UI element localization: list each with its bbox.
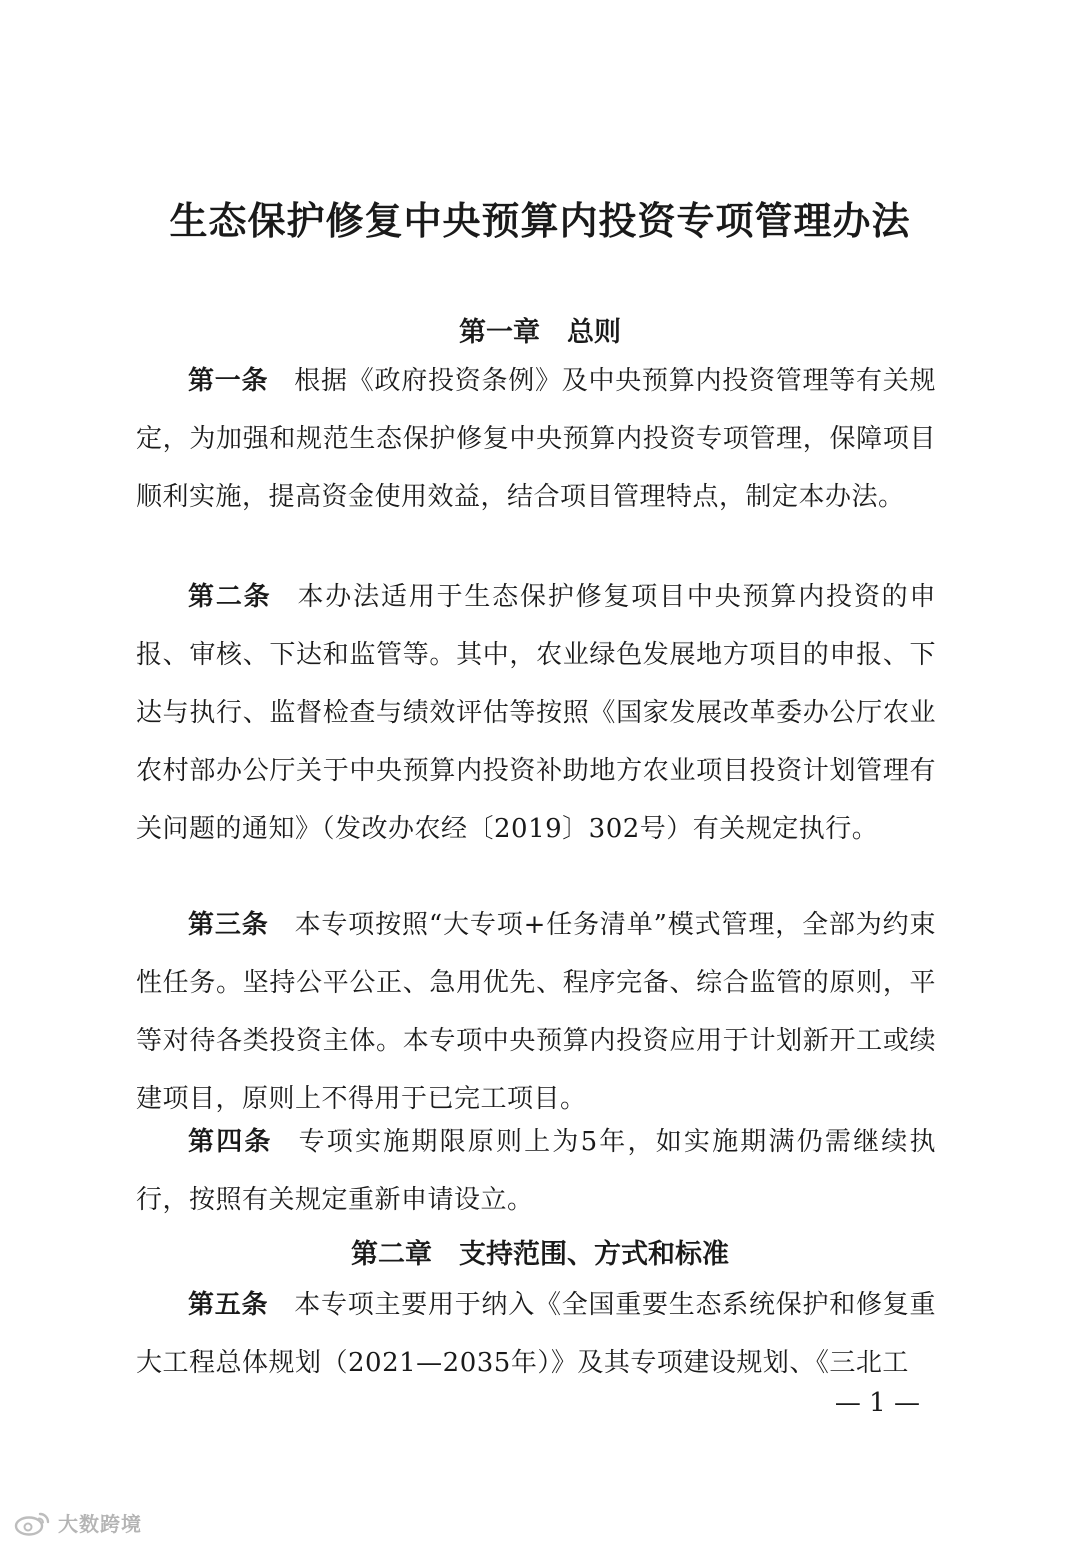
article-1-text: 根据《政府投资条例》及中央预算内投资管理等有关规定，为加强和规范生态保护修复中央预算内投资专项管理，保障项目顺利实施，提高资金使用效益，结合项目管理特点，制定本办法。: [136, 366, 936, 512]
article-2: [136, 568, 936, 858]
article-4: [136, 1113, 936, 1229]
watermark-text: 大数跨境: [58, 1512, 142, 1536]
article-5: [136, 1276, 936, 1392]
article-3-label: 第三条: [188, 910, 269, 940]
article-5-label: 第五条: [188, 1290, 269, 1320]
article-3: [136, 896, 936, 1128]
article-4-label: 第四条: [188, 1127, 273, 1157]
chapter-heading-1: 第一章 总则: [459, 317, 621, 348]
watermark: [14, 1508, 142, 1537]
article-2-text: 本办法适用于生态保护修复项目中央预算内投资的申报、审核、下达和监管等。其中，农业绿色发展地方项目的申报、下达与执行、监督检查与绩效评估等按照《国家发展改革委办公厅农业农村部办公厅关于中央预算内投资补助地方农业项目投资计划管理有关问题的通知》（发改办农经〔2019〕302号）有关规定执行。: [136, 582, 936, 844]
weibo-logo-icon: [14, 1510, 52, 1536]
article-4-text: 专项实施期限原则上为5年，如实施期满仍需继续执行，按照有关规定重新申请设立。: [136, 1127, 936, 1215]
document-title: 生态保护修复中央预算内投资专项管理办法: [169, 199, 911, 243]
article-1-label: 第一条: [188, 366, 269, 396]
article-1: [136, 352, 936, 526]
article-3-text: 本专项按照“大专项+任务清单”模式管理，全部为约束性任务。坚持公平公正、急用优先、程序完备、综合监管的原则，平等对待各类投资主体。本专项中央预算内投资应用于计划新开工或续建项目，原则上不得用于已完工项目。: [136, 910, 936, 1114]
page-number: — 1 —: [834, 1388, 920, 1418]
article-5-text: 本专项主要用于纳入《全国重要生态系统保护和修复重大工程总体规划（2021—2035年）》及其专项建设规划、《三北工: [136, 1290, 936, 1378]
chapter-heading-2: 第二章 支持范围、方式和标准: [351, 1239, 729, 1270]
article-2-label: 第二条: [188, 582, 272, 612]
